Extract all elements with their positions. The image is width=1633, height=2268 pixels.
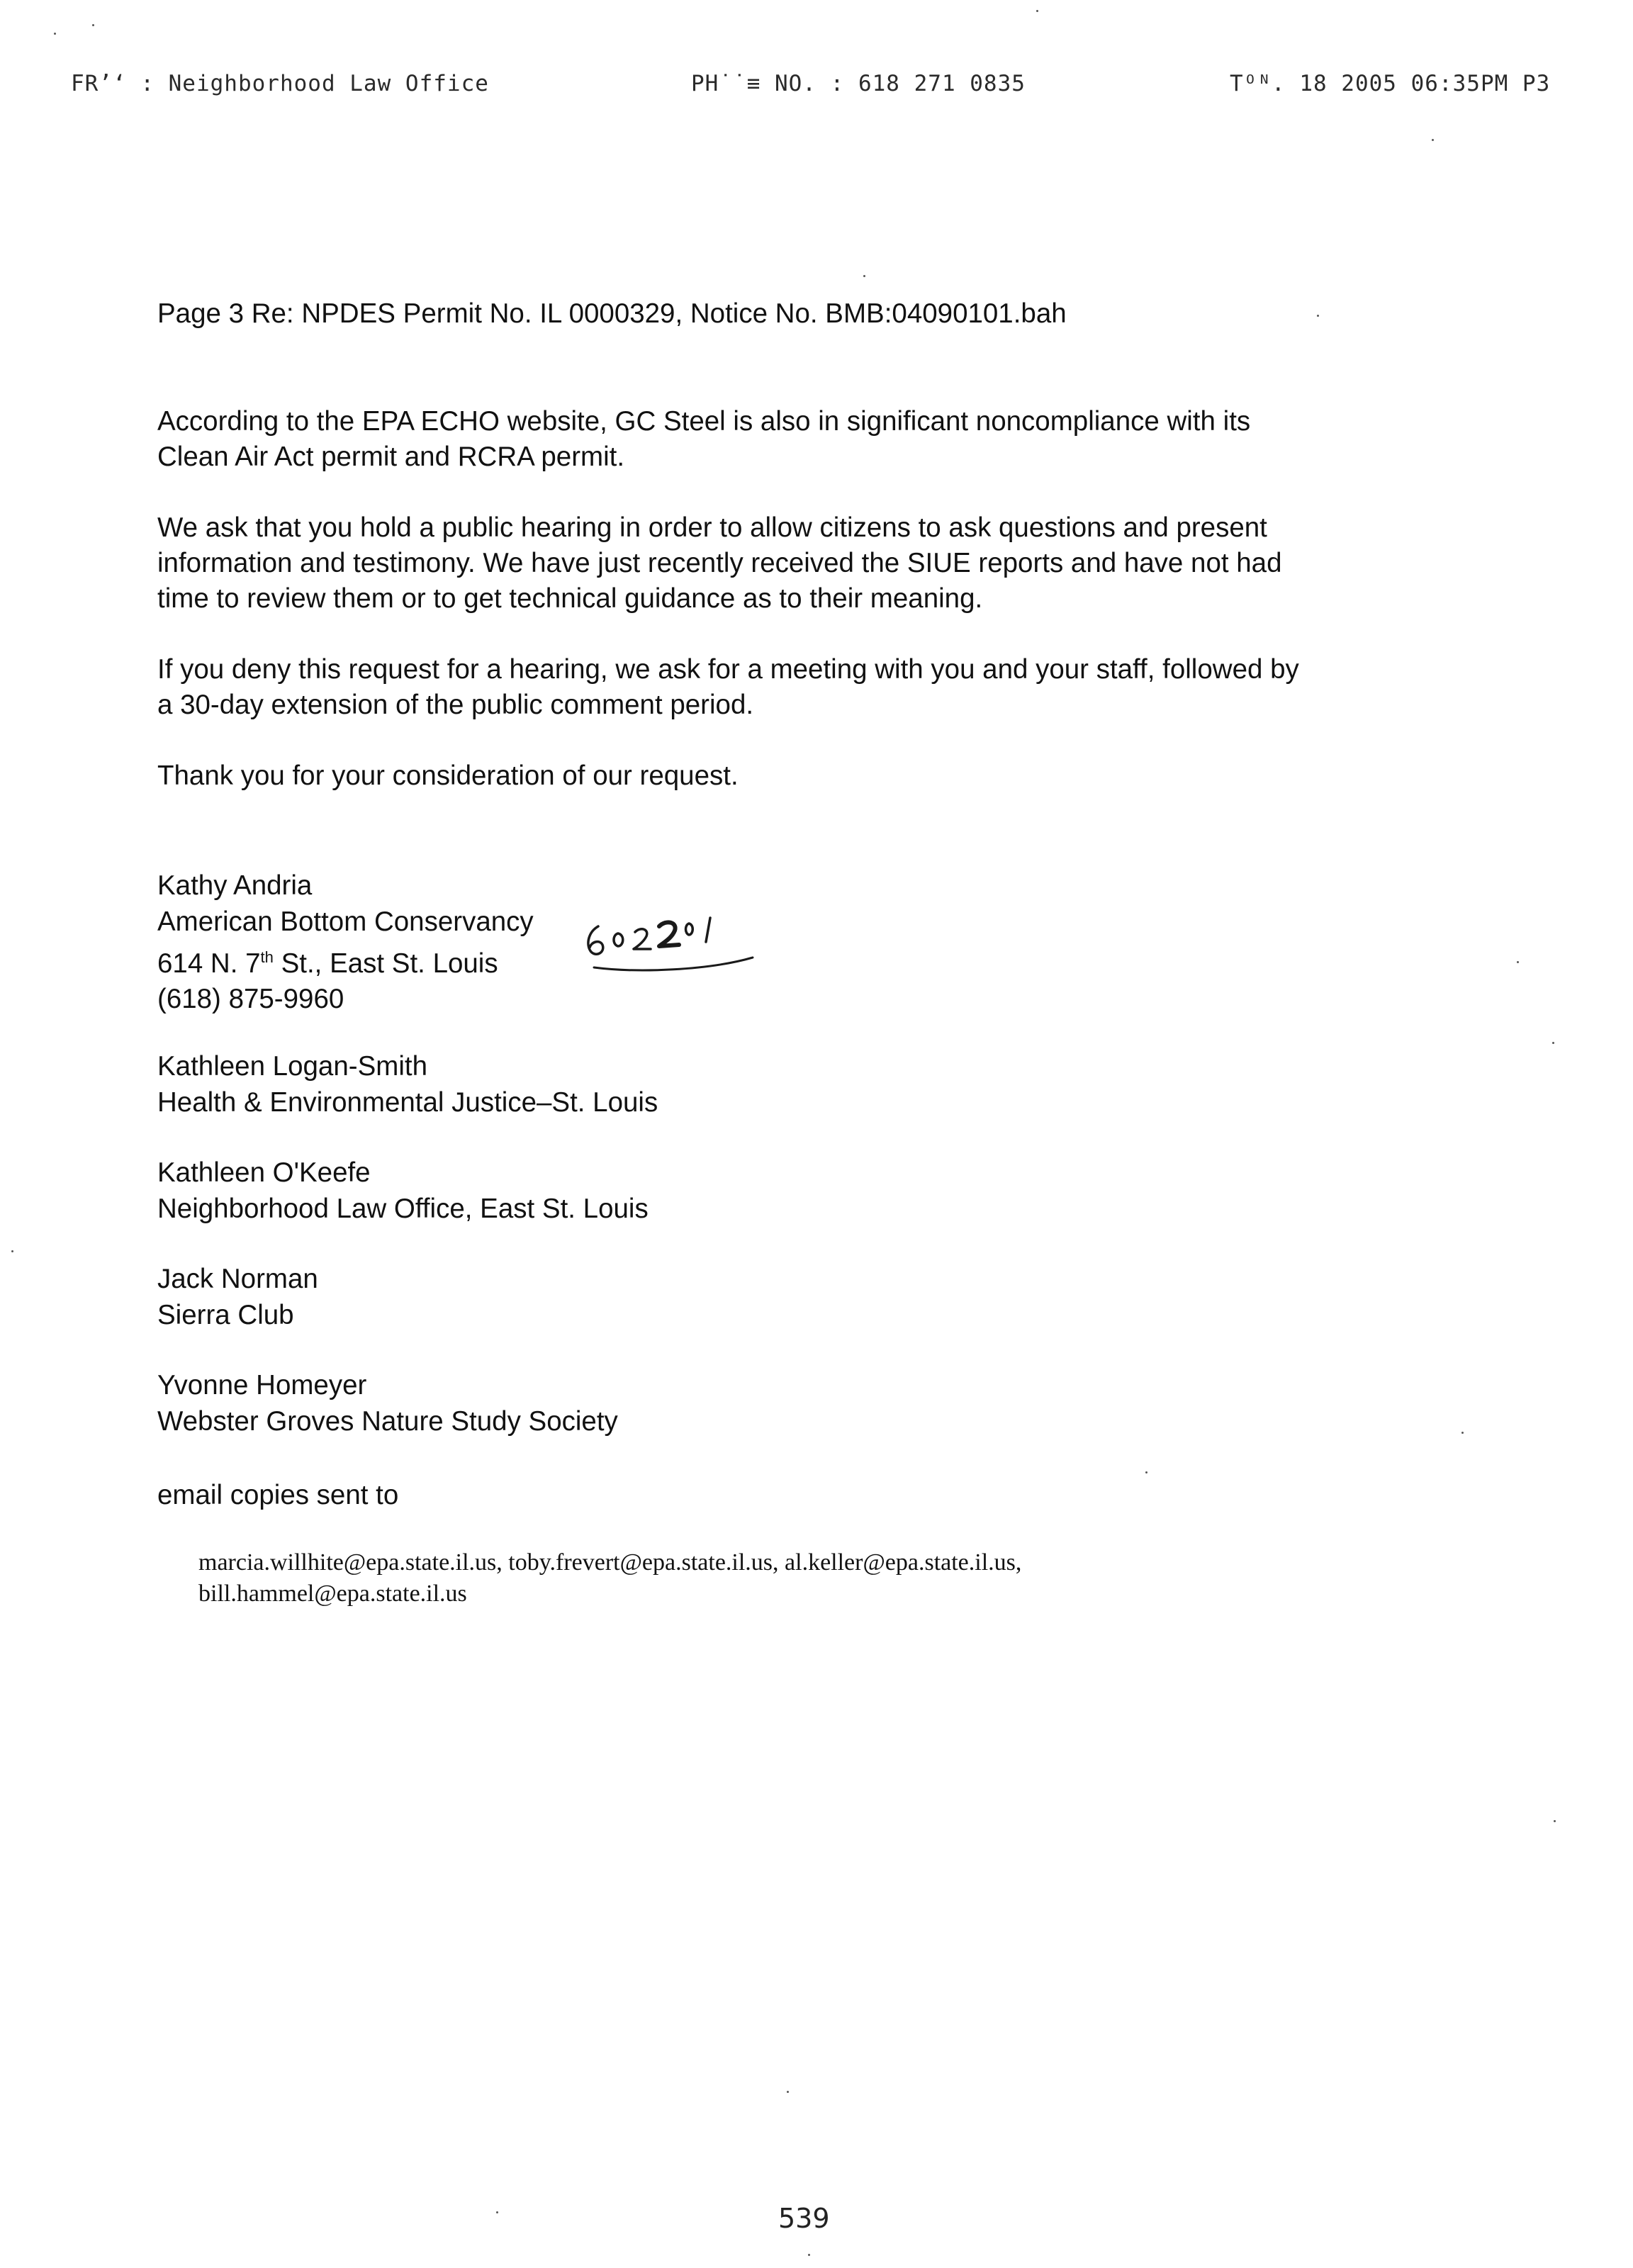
scan-speck	[1145, 1471, 1147, 1473]
paragraph-line: If you deny this request for a hearing, we ask for a meeting with you and your staff, followed by	[157, 654, 1299, 685]
paragraph-line: Clean Air Act permit and RCRA permit.	[157, 442, 625, 472]
address-ordinal-suffix: th	[260, 948, 274, 966]
email-recipient-line: marcia.willhite@epa.state.il.us, toby.frevert@epa.state.il.us, al.keller@epa.state.il.us,	[198, 1549, 1022, 1576]
scan-speck	[1432, 139, 1434, 141]
paragraph-line: We ask that you hold a public hearing in order to allow citizens to ask questions and present	[157, 512, 1267, 543]
paragraph-thanks	[157, 758, 1504, 794]
scan-speck	[1036, 10, 1038, 12]
scan-speck	[11, 1250, 13, 1252]
page-number: 539	[778, 2203, 830, 2234]
scan-speck	[1517, 961, 1519, 963]
scan-speck	[1461, 1432, 1464, 1434]
paragraph-line: Thank you for your consideration of our request.	[157, 760, 739, 791]
signatory-block	[157, 1368, 618, 1439]
paragraph-hearing-request	[157, 510, 1504, 617]
signatory-organization: Webster Groves Nature Study Society	[157, 1405, 618, 1437]
paragraph-line: a 30-day extension of the public comment period.	[157, 690, 754, 720]
signatory-organization: Health & Environmental Justice–St. Louis	[157, 1087, 658, 1118]
scan-speck	[496, 2211, 498, 2213]
scan-speck	[808, 2254, 810, 2256]
scan-speck	[1552, 1042, 1554, 1044]
scan-speck	[92, 24, 94, 26]
address-number: 614 N. 7	[157, 948, 261, 979]
address-street-city: St., East St. Louis	[273, 948, 498, 979]
paragraph-line: information and testimony. We have just recently received the SIUE reports and have not had	[157, 548, 1282, 578]
signatory-name: Jack Norman	[157, 1264, 318, 1294]
scan-speck	[787, 2091, 789, 2093]
fax-header-phone: PH˙˙≡ NO. : 618 271 0835	[691, 71, 1026, 96]
signatory-phone: (618) 875-9960	[157, 984, 344, 1015]
signatory-name: Kathleen Logan-Smith	[157, 1051, 427, 1082]
signatory-name: Kathleen O'Keefe	[157, 1157, 371, 1188]
email-copies-label: email copies sent to	[157, 1480, 399, 1510]
signatory-name: Yvonne Homeyer	[157, 1370, 367, 1400]
paragraph-line: time to review them or to get technical guidance as to their meaning.	[157, 583, 983, 614]
signatory-block	[157, 1155, 649, 1227]
signatory-block	[157, 1262, 318, 1333]
scan-speck	[1554, 1820, 1556, 1822]
fax-header-from: FRʼ‘ : Neighborhood Law Office	[71, 71, 489, 96]
signatory-organization: Sierra Club	[157, 1299, 294, 1330]
scan-speck	[1317, 315, 1319, 317]
scan-speck	[54, 33, 56, 35]
signatory-organization: Neighborhood Law Office, East St. Louis	[157, 1193, 649, 1224]
signatory-block	[157, 1049, 658, 1121]
handwritten-annotation	[581, 911, 765, 992]
paragraph-line: According to the EPA ECHO website, GC Steel is also in significant noncompliance with its	[157, 406, 1251, 437]
fax-header-date: Tᴼᴺ. 18 2005 06:35PM P3	[1230, 71, 1551, 96]
paragraph-noncompliance	[157, 404, 1504, 475]
email-recipient-list	[198, 1547, 1021, 1610]
signatory-address	[157, 940, 534, 982]
scan-speck	[863, 275, 865, 277]
email-recipient-line: bill.hammel@epa.state.il.us	[198, 1581, 467, 1607]
signatory-organization: American Bottom Conservancy	[157, 906, 534, 937]
paragraph-extension-request	[157, 652, 1504, 723]
signatory-block	[157, 868, 534, 1018]
signatory-name: Kathy Andria	[157, 870, 313, 901]
page-reference-line: Page 3 Re: NPDES Permit No. IL 0000329, Notice No. BMB:04090101.bah	[157, 298, 1067, 329]
